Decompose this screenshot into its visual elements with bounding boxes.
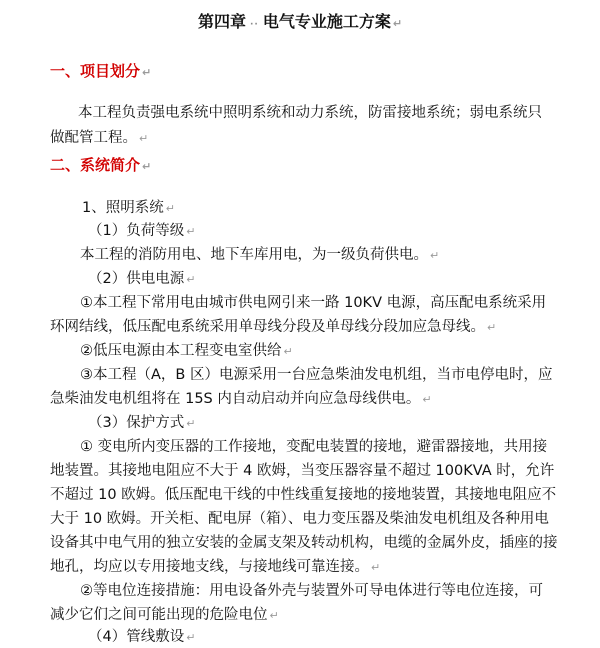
paragraph-line: 不超过 10 欧姆。低压配电干线的中性线重复接地的接地装置，其接地电阻应不 xyxy=(50,487,557,503)
section-heading-1: 一、项目划分 ↵ xyxy=(50,62,152,80)
paragraph-line: ①本工程下常用电由城市供电网引来一路 10KV 电源，高压配电系统采用 xyxy=(80,295,547,311)
paragraph-line: 环网结线，低压配电系统采用单母线分段及单母线分段加应急母线。 ↵ xyxy=(50,319,497,335)
paragraph-line: 急柴油发电机组将在 15S 内自动启动并向应急母线供电。 ↵ xyxy=(50,391,432,407)
paragraph-line: （4）管线敷设 ↵ xyxy=(88,629,196,645)
paragraph-line: 设备其中电气用的独立安装的金属支架及转动机构，电缆的金属外皮，插座的接 xyxy=(50,535,558,551)
chapter-title: 第四章 ·· 电气专业施工方案 ↵ xyxy=(198,12,403,31)
paragraph-line: 地装置。其接地电阻应不大于 4 欧姆，当变压器容量不超过 100KVA 时，允许 xyxy=(50,463,555,479)
paragraph-line: 大于 10 欧姆。开关柜、配电屏（箱）、电力变压器及柴油发电机组及各种用电 xyxy=(50,511,549,527)
paragraph-line: ① 变电所内变压器的工作接地，变配电装置的接地，避雷器接地，共用接 xyxy=(80,439,548,455)
paragraph-line: 1、照明系统 ↵ xyxy=(82,200,175,216)
paragraph-line: （3）保护方式 ↵ xyxy=(88,415,196,431)
paragraph-line: 本工程负责强电系统中照明系统和动力系统，防雷接地系统；弱电系统只 xyxy=(78,105,542,121)
paragraph-line: 做配管工程。 ↵ xyxy=(50,130,149,146)
paragraph-line: 减少它们之间可能出现的危险电位 ↵ xyxy=(50,607,279,623)
paragraph-line: ③本工程（A，B 区）电源采用一台应急柴油发电机组，当市电停电时，应 xyxy=(80,367,553,383)
paragraph-line: 本工程的消防用电、地下车库用电，为一级负荷供电。 ↵ xyxy=(80,247,440,263)
paragraph-line: （1）负荷等级 ↵ xyxy=(88,223,196,239)
paragraph-line: ②等电位连接措施：用电设备外壳与装置外可导电体进行等电位连接，可 xyxy=(80,583,543,599)
paragraph-line: ②低压电源由本工程变电室供给 ↵ xyxy=(80,343,293,359)
paragraph-line: （2）供电电源 ↵ xyxy=(88,271,196,287)
paragraph-line: 地孔，均应以专用接地支线，与接地线可靠连接。 ↵ xyxy=(50,559,381,575)
section-heading-2: 二、系统简介 ↵ xyxy=(50,156,152,174)
